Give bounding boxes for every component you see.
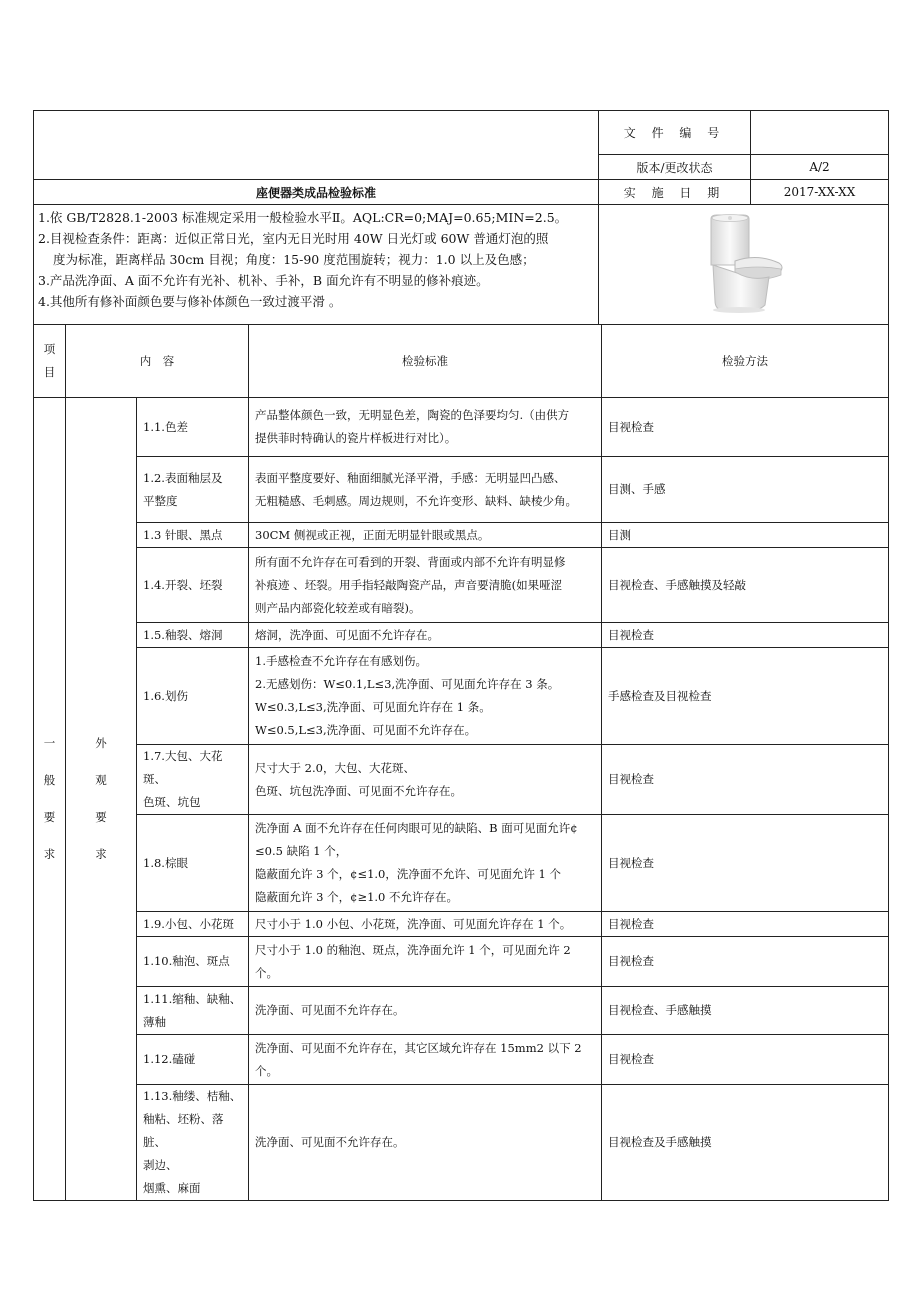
item-standard-line: 补痕迹 、坯裂。用手指轻敲陶瓷产品，声音要清脆(如果哑涩 [255,577,563,592]
item-method: 目视检查 [602,1035,889,1085]
item-standard-line: 隐蔽面允许 3 个，¢≤1.0，洗净面不允许、可见面允许 1 个 [255,867,561,881]
item-name-line: 1.6.划伤 [143,688,188,703]
table-row [34,937,889,987]
item-standard-line: 产品整体颜色一致，无明显色差，陶瓷的色泽要均匀.（由供方 [255,408,570,422]
item-method: 目视检查 [602,745,889,815]
note-3: 3.产品洗净面、A 面不允许有光补、机补、手补，B 面允许有不明显的修补痕迹。 [38,273,489,288]
item-standard-line: 提供菲时特确认的瓷片样板进行对比）。 [255,431,457,445]
header-table [33,110,889,205]
item-method: 目视检查 [602,623,889,648]
item-name [137,1085,249,1201]
item-method: 目视检查 [602,912,889,937]
subcategory-char: 求 [95,847,107,861]
item-standard [249,987,602,1035]
category-char: 求 [43,847,56,861]
category-general-requirements [34,398,66,1201]
table-row [34,815,889,912]
table-row [34,623,889,648]
subcategory-appearance [66,398,137,1201]
item-name [137,937,249,987]
item-standard [249,548,602,623]
doc-no-label: 文 件 编 号 [599,111,751,155]
item-standard-line: 洗净面 A 面不允许存在任何肉眼可见的缺陷、B 面可见面允许¢ [255,821,578,835]
item-standard [249,398,602,457]
item-standard-line: 洗净面、可见面不允许存在，其它区域允许存在 15mm2 以下 2 [255,1040,582,1055]
item-standard-line: 无粗糙感、毛刺感。周边规则，不允许变形、缺料、缺棱少角。 [255,493,577,508]
item-standard [249,815,602,912]
item-name-line: 烟熏、麻面 [143,1181,201,1195]
category-char: 要 [43,810,56,824]
item-name-line: 色斑、坑包 [143,795,201,809]
item-standard-line: 隐蔽面允许 3 个，¢≥1.0 不允许存在。 [255,890,459,904]
item-name [137,987,249,1035]
item-standard-line: 洗净面、可见面不允许存在。 [255,1003,405,1017]
item-name-line: 釉粘、坯粉、落脏、 [143,1112,224,1149]
subcategory-char: 观 [95,773,107,787]
inspection-document [33,110,888,1201]
note-2b: 度为标准，距离样品 30cm 目视；角度：15-90 度范围旋转；视力：1.0 以上及色感； [53,252,535,267]
item-name [137,623,249,648]
note-4: 4.其他所有修补面颜色要与修补体颜色一致过渡平滑 。 [38,294,342,309]
toilet-icon [699,213,789,313]
item-standard [249,648,602,745]
col-header-item: 项 目 [34,325,66,398]
item-name [137,648,249,745]
inspection-rows [34,398,889,1201]
item-standard [249,912,602,937]
note-2a: 2.目视检查条件：距离：近似正常日光，室内无日光时用 40W 日光灯或 60W 普通灯泡的照 [38,231,549,246]
item-method: 目视检查 [602,815,889,912]
item-standard [249,1085,602,1201]
table-row [34,523,889,548]
item-standard-line: 熔洞，洗净面、可见面不允许存在。 [255,627,439,642]
item-standard-line: W≤0.3,L≤3,洗净面、可见面允许存在 1 条。 [255,700,491,714]
inspection-table [33,324,889,1201]
subcategory-char: 外 [95,736,107,750]
item-standard-line: 1.手感检查不允许存在有感划伤。 [255,654,427,668]
item-name-line: 剥边、 [143,1158,178,1172]
item-standard-line: ≤0.5 缺陷 1 个， [255,844,348,858]
item-name [137,457,249,523]
item-name [137,548,249,623]
item-name-line: 1.12.磕碰 [143,1052,196,1066]
item-name-line: 1.4.开裂、坯裂 [143,577,223,592]
item-name [137,398,249,457]
item-method: 目视检查、手感触摸 [602,987,889,1035]
item-standard-line: 色斑、坑包洗净面、可见面不允许存在。 [255,783,462,798]
item-standard [249,937,602,987]
category-char: 一 [43,736,56,750]
item-name [137,523,249,548]
date-value: 2017-XX-XX [751,180,889,205]
item-name [137,815,249,912]
item-method: 目视检查、手感触摸及轻敲 [602,548,889,623]
doc-no-value [751,111,889,155]
table-row [34,1085,889,1201]
item-name [137,745,249,815]
item-name-line: 1.11.缩釉、缺釉、 [143,991,242,1006]
item-method: 手感检查及目视检查 [602,648,889,745]
item-name-line: 1.5.釉裂、熔洞 [143,627,223,642]
item-standard-line: W≤0.5,L≤3,洗净面、可见面不允许存在。 [255,723,477,737]
page-title: 座便器类成品检验标准 [34,180,599,205]
item-name-line: 1.7.大包、大花斑、 [143,749,223,786]
notes-block [34,205,599,325]
item-name [137,1035,249,1085]
table-row [34,912,889,937]
item-standard-line: 个。 [255,1063,278,1078]
item-name-line: 1.13.釉缕、桔釉、 [143,1089,242,1103]
item-method: 目测、手感 [602,457,889,523]
notes-table [33,204,889,325]
table-row [34,648,889,745]
item-standard-line: 表面平整度要好、釉面细腻光泽平滑，手感：无明显凹凸感、 [255,470,566,485]
item-method: 目视检查 [602,937,889,987]
item-standard-line: 则产品内部瓷化较差或有暗裂)。 [255,600,421,615]
table-row [34,987,889,1035]
item-name-line: 1.3 针眼、黑点 [143,527,223,542]
version-label: 版本/更改状态 [599,155,751,180]
item-standard [249,523,602,548]
item-name-line: 平整度 [143,493,178,508]
item-standard-line: 所有面不允许存在可看到的开裂、背面或内部不允许有明显修 [255,554,566,569]
item-method: 目视检查 [602,398,889,457]
note-1: 1.依 GB/T2828.1-2003 标准规定采用一般检验水平Ⅱ。AQL:CR=0;MAJ=0.65;MIN=2.5。 [38,210,568,225]
product-image-cell [599,205,889,325]
item-standard-line: 30CM 侧视或正视，正面无明显针眼或黑点。 [255,527,490,542]
category-char: 般 [43,773,56,787]
item-standard [249,745,602,815]
col-header-method: 检验方法 [602,325,889,398]
item-method: 目测 [602,523,889,548]
item-name-line: 1.10.釉泡、斑点 [143,954,230,968]
item-name [137,912,249,937]
item-standard-line: 尺寸大于 2.0，大包、大花斑、 [255,760,415,775]
item-name-line: 1.1.色差 [143,419,188,434]
table-row [34,398,889,457]
item-name-line: 1.2.表面釉层及 [143,470,223,485]
item-name-line: 1.9.小包、小花斑 [143,916,234,931]
item-standard [249,457,602,523]
subcategory-char: 要 [95,810,107,824]
item-standard-line: 尺寸小于 1.0 的釉泡、斑点，洗净面允许 1 个，可见面允许 2 [255,942,571,957]
item-standard-line: 尺寸小于 1.0 小包、小花斑，洗净面、可见面允许存在 1 个。 [255,916,572,931]
col-header-standard: 检验标准 [249,325,602,398]
item-name-line: 薄釉 [143,1014,166,1029]
date-label: 实 施 日 期 [599,180,751,205]
item-standard [249,1035,602,1085]
item-standard-line: 2.无感划伤：W≤0.1,L≤3,洗净面、可见面允许存在 3 条。 [255,677,560,691]
table-row [34,1035,889,1085]
table-row [34,457,889,523]
logo-area [34,111,599,180]
item-standard-line: 洗净面、可见面不允许存在。 [255,1135,405,1149]
table-row [34,745,889,815]
item-name-line: 1.8.棕眼 [143,855,188,870]
version-value: A/2 [751,155,889,180]
item-method: 目视检查及手感触摸 [602,1085,889,1201]
table-row [34,548,889,623]
col-header-content: 内 容 [66,325,249,398]
item-standard [249,623,602,648]
item-standard-line: 个。 [255,965,278,980]
